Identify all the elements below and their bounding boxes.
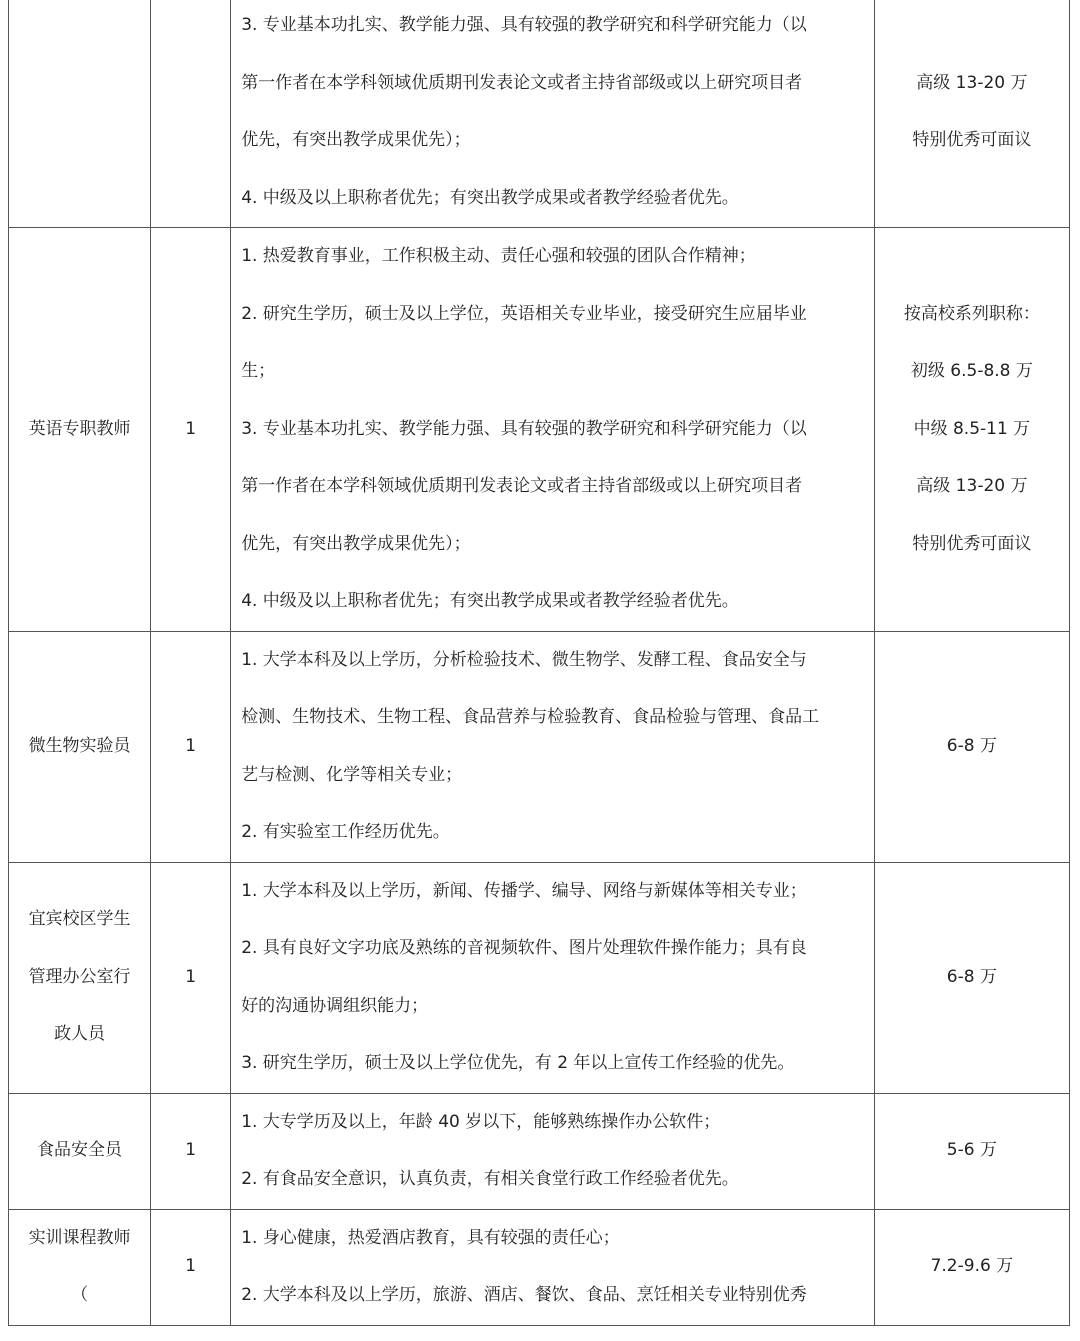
requirement-line: 1. 热爱教育事业，工作积极主动、责任心强和较强的团队合作精神； xyxy=(241,246,756,266)
salary-line: 高级 13-20 万 xyxy=(916,72,1028,93)
table-body xyxy=(9,0,1070,1325)
headcount-value: 1 xyxy=(185,966,197,987)
salary-cell xyxy=(874,1209,1069,1325)
requirement-line: 3. 专业基本功扎实、教学能力强、具有较强的教学研究和科学研究能力（以 xyxy=(241,418,807,439)
headcount-cell xyxy=(151,631,231,862)
table-row xyxy=(9,1209,1070,1325)
salary-line: 7.2-9.6 万 xyxy=(930,1256,1014,1277)
requirements-cell xyxy=(231,631,875,862)
salary-cell xyxy=(874,862,1069,1093)
requirements-cell xyxy=(231,862,875,1093)
requirements-cell xyxy=(231,1209,875,1325)
headcount-cell xyxy=(151,1209,231,1325)
requirement-line: 检测、生物技术、生物工程、食品营养与检验教育、食品检验与管理、食品工 xyxy=(241,707,820,727)
salary-cell xyxy=(874,631,1069,862)
salary-line: 6-8 万 xyxy=(946,966,997,987)
position-name-line: （ xyxy=(71,1285,89,1305)
headcount-value: 1 xyxy=(185,735,197,756)
job-requirements-table xyxy=(8,0,1070,1326)
requirement-line: 生； xyxy=(241,361,276,381)
requirement-line: 优先，有突出教学成果优先）； xyxy=(241,130,471,150)
table-row xyxy=(9,862,1070,1093)
headcount-value: 1 xyxy=(185,418,197,439)
position-name-line: 宜宾校区学生 xyxy=(28,909,131,930)
position-name-line: 政人员 xyxy=(54,1024,106,1045)
salary-line: 初级 6.5-8.8 万 xyxy=(910,361,1033,381)
requirement-line: 2. 具有良好文字功底及熟练的音视频软件、图片处理软件操作能力；具有良 xyxy=(241,938,807,958)
requirement-line: 第一作者在本学科领域优质期刊发表论文或者主持省部级或以上研究项目者 xyxy=(241,72,803,93)
salary-line: 按高校系列职称： xyxy=(903,303,1040,324)
salary-line: 5-6 万 xyxy=(946,1140,997,1161)
requirement-line: 3. 研究生学历，硕士及以上学位优先，有 2 年以上宣传工作经验的优先。 xyxy=(241,1053,795,1073)
headcount-cell xyxy=(151,862,231,1093)
salary-line: 高级 13-20 万 xyxy=(916,476,1028,496)
requirement-line: 1. 大专学历及以上，年龄 40 岁以下，能够熟练操作办公软件； xyxy=(241,1111,721,1132)
headcount-cell xyxy=(151,228,231,632)
requirements-cell xyxy=(231,1093,875,1209)
table-row xyxy=(9,0,1070,228)
requirement-line: 4. 中级及以上职称者优先；有突出教学成果或者教学经验者优先。 xyxy=(241,591,739,611)
headcount-value: 1 xyxy=(185,1140,197,1161)
position-cell xyxy=(9,1093,151,1209)
salary-cell xyxy=(874,0,1069,228)
position-cell xyxy=(9,0,151,228)
position-name-line: 食品安全员 xyxy=(37,1140,123,1161)
requirement-line: 好的沟通协调组织能力； xyxy=(241,995,429,1016)
salary-line: 特别优秀可面议 xyxy=(912,130,1032,150)
requirements-cell xyxy=(231,228,875,632)
requirement-line: 艺与检测、化学等相关专业； xyxy=(241,764,463,785)
position-cell xyxy=(9,228,151,632)
requirement-line: 1. 身心健康，热爱酒店教育，具有较强的责任心； xyxy=(241,1227,620,1248)
position-name-line: 管理办公室行 xyxy=(28,966,131,987)
position-cell xyxy=(9,1209,151,1325)
position-name-line: 英语专职教师 xyxy=(28,418,131,439)
salary-line: 6-8 万 xyxy=(946,735,997,756)
headcount-value: 1 xyxy=(185,1256,197,1277)
table-row xyxy=(9,228,1070,632)
headcount-cell xyxy=(151,1093,231,1209)
requirement-line: 3. 专业基本功扎实、教学能力强、具有较强的教学研究和科学研究能力（以 xyxy=(241,15,807,35)
salary-cell xyxy=(874,228,1069,632)
position-cell xyxy=(9,631,151,862)
requirement-line: 优先，有突出教学成果优先）； xyxy=(241,533,471,554)
requirement-line: 2. 大学本科及以上学历，旅游、酒店、餐饮、食品、烹饪相关专业特别优秀 xyxy=(241,1285,807,1305)
position-name-line: 微生物实验员 xyxy=(28,735,131,756)
requirement-line: 4. 中级及以上职称者优先；有突出教学成果或者教学经验者优先。 xyxy=(241,187,739,208)
requirement-line: 2. 有食品安全意识，认真负责，有相关食堂行政工作经验者优先。 xyxy=(241,1169,739,1189)
requirement-line: 2. 研究生学历，硕士及以上学位，英语相关专业毕业，接受研究生应届毕业 xyxy=(241,303,807,324)
table-row xyxy=(9,1093,1070,1209)
requirement-line: 2. 有实验室工作经历优先。 xyxy=(241,822,450,842)
headcount-cell xyxy=(151,0,231,228)
requirement-line: 1. 大学本科及以上学历，分析检验技术、微生物学、发酵工程、食品安全与 xyxy=(241,649,807,670)
requirement-line: 第一作者在本学科领域优质期刊发表论文或者主持省部级或以上研究项目者 xyxy=(241,476,803,496)
position-name-line: 实训课程教师 xyxy=(28,1227,131,1248)
table-row xyxy=(9,631,1070,862)
salary-line: 特别优秀可面议 xyxy=(912,533,1032,554)
requirement-line: 1. 大学本科及以上学历，新闻、传播学、编导、网络与新媒体等相关专业； xyxy=(241,880,807,901)
salary-line: 中级 8.5-11 万 xyxy=(913,418,1031,439)
position-cell xyxy=(9,862,151,1093)
requirements-cell xyxy=(231,0,875,228)
salary-cell xyxy=(874,1093,1069,1209)
